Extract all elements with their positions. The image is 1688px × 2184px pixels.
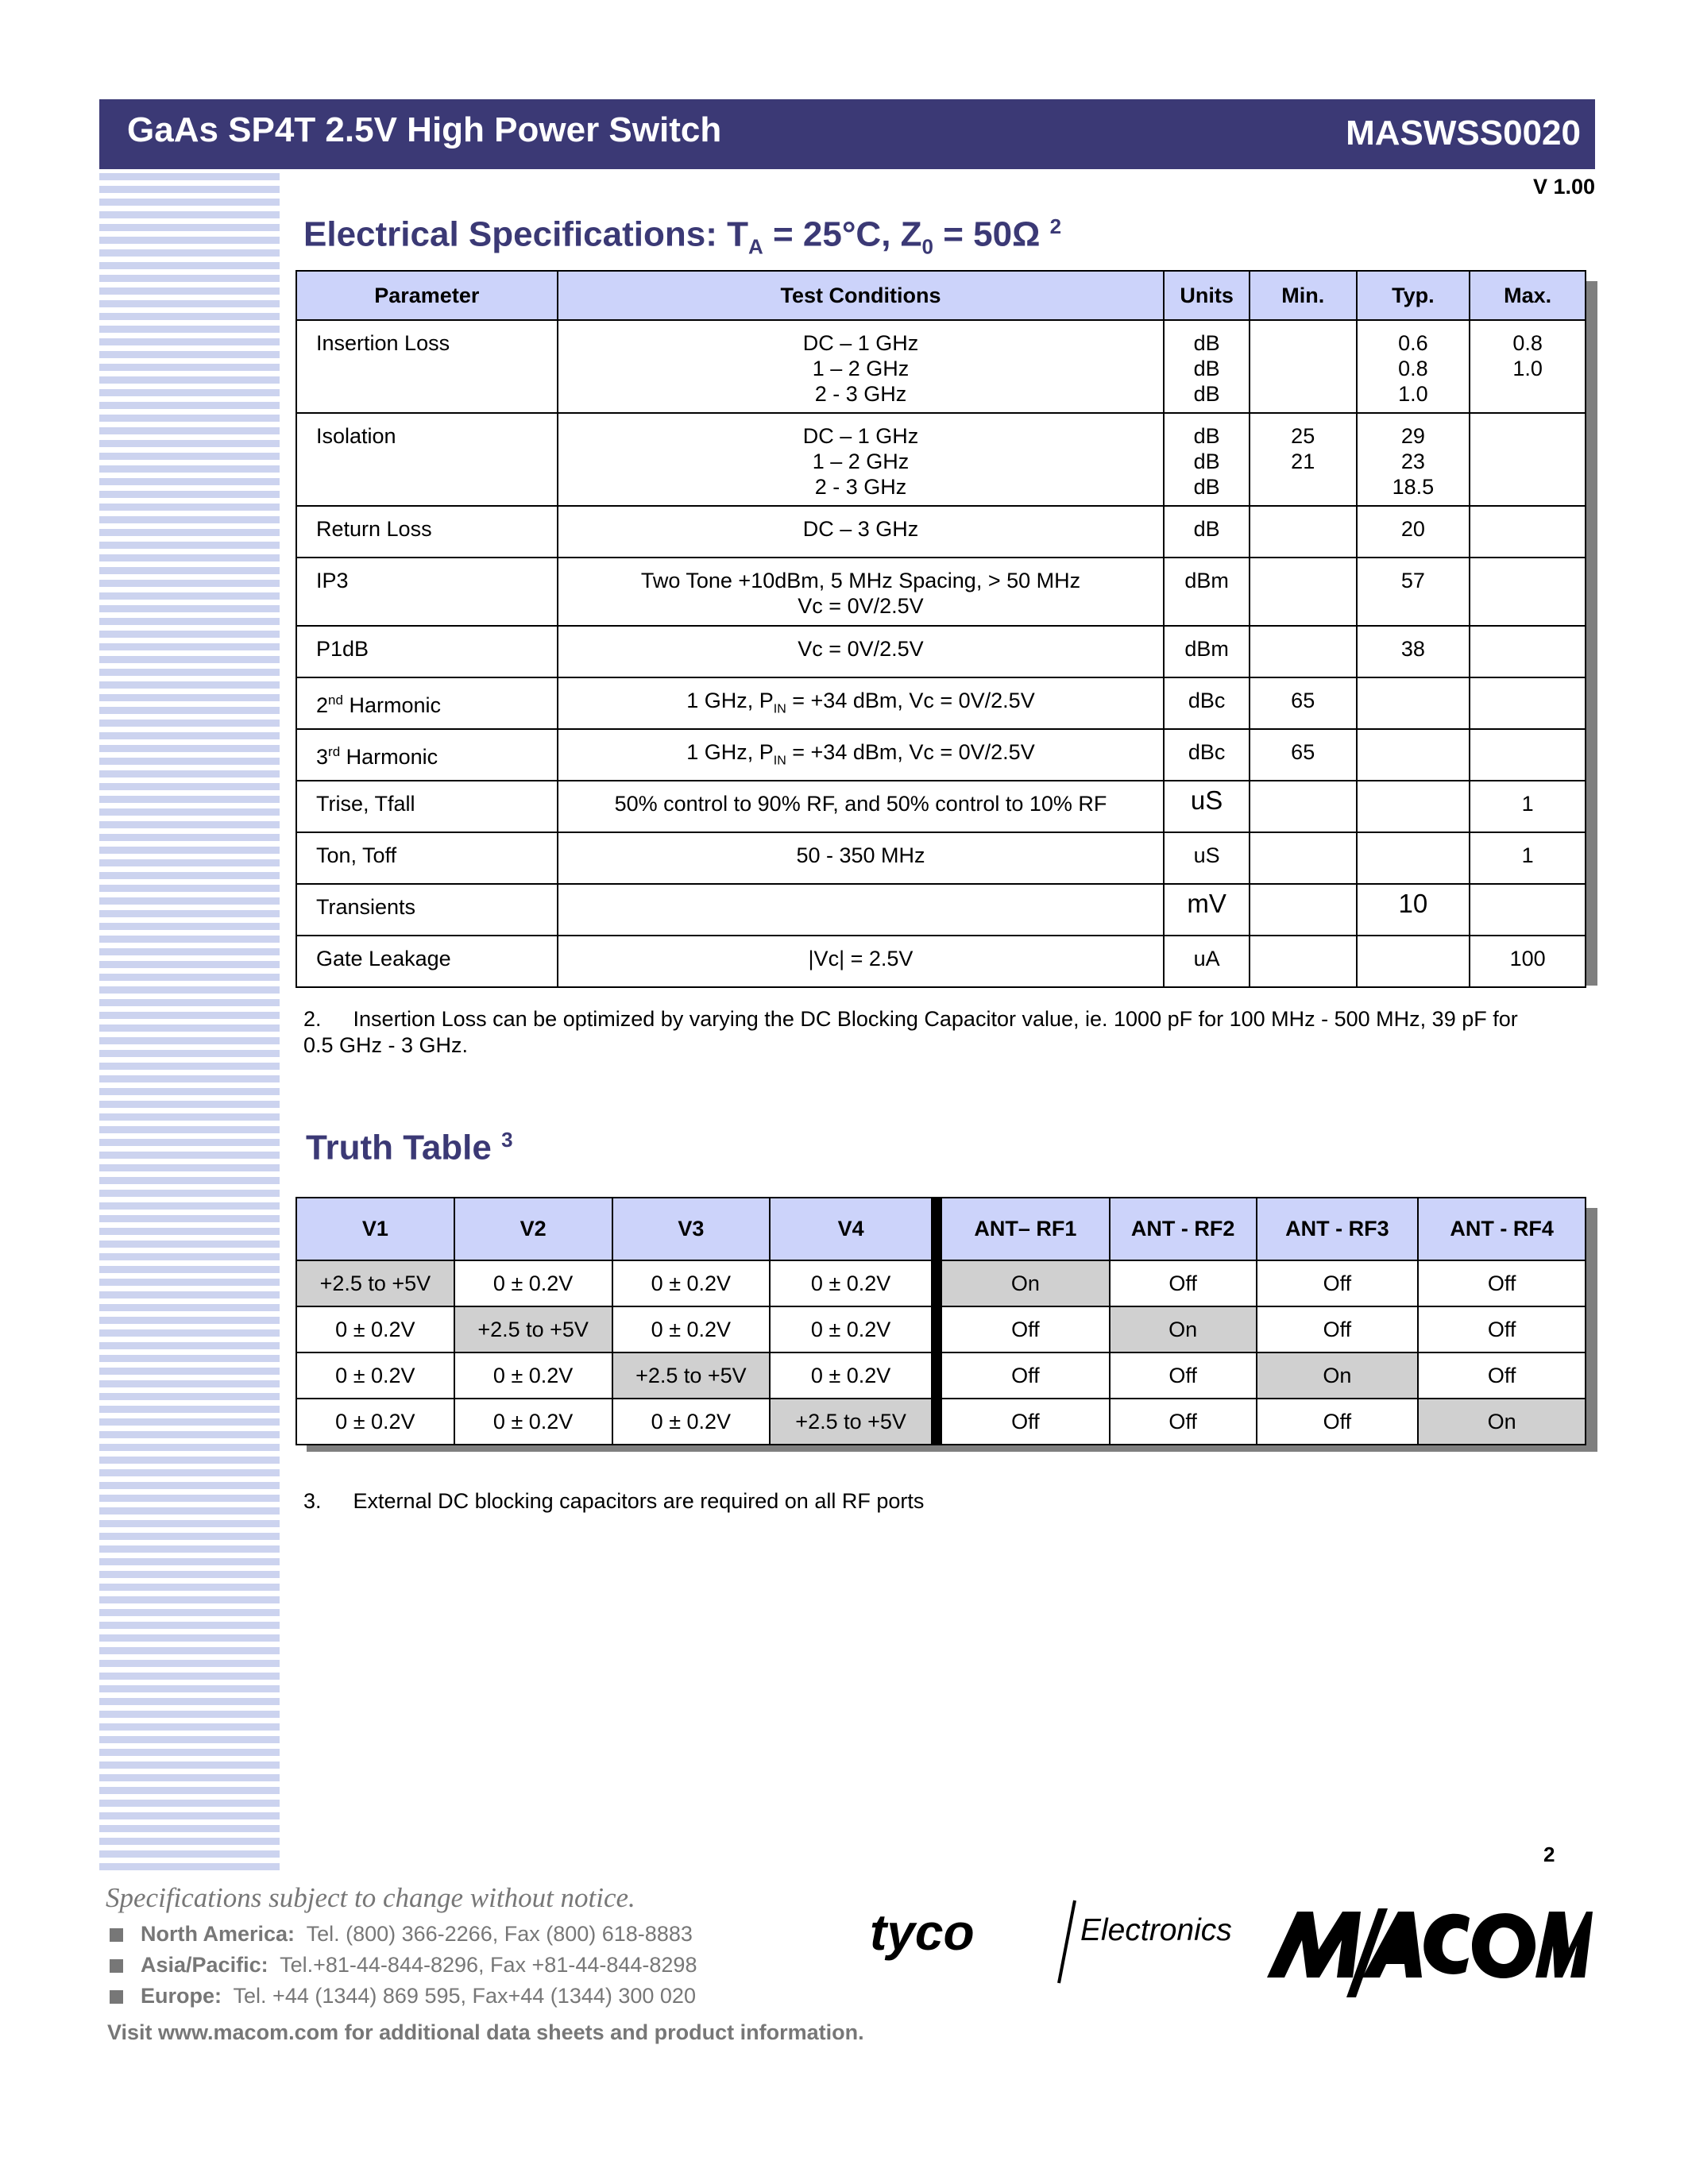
spec-typ <box>1357 729 1470 781</box>
spec-row <box>296 832 1586 884</box>
spec-min <box>1250 506 1357 558</box>
truth-cell: Off <box>1418 1352 1586 1399</box>
truth-row <box>296 1260 1586 1306</box>
truth-cell: Off <box>937 1352 1110 1399</box>
spec-row <box>296 781 1586 832</box>
spec-min <box>1250 832 1357 884</box>
spec-heading: Electrical Specifications: $T_A = 25^\circ C$, $Z_0 = 50\Omega$ $^2$ <box>303 214 1062 259</box>
bullet-icon <box>110 1990 123 2004</box>
col-header-max: Max. <box>1470 271 1586 320</box>
note-2: 2. Insertion Loss can be optimized by varying the DC Blocking Capacitor value, ie. 1000 pF for 100 MHz - 500 MHz, 39 pF for 0.5 GHz - 3 GHz. <box>303 1007 1518 1057</box>
spec-min: 25 21 <box>1250 413 1357 506</box>
note-3: 3. External DC blocking capacitors are required on all RF ports <box>303 1489 925 1513</box>
spec-units: dBc <box>1164 729 1250 781</box>
spec-condition: |Vc| = 2.5V <box>558 936 1165 987</box>
spec-param: Isolation <box>296 413 558 506</box>
spec-max: 1 <box>1470 832 1586 884</box>
truth-cell: Off <box>1110 1260 1257 1306</box>
truth-cell: On <box>1418 1399 1586 1445</box>
truth-cell: 0 ± 0.2V <box>770 1306 937 1352</box>
spec-param: Ton, Toff <box>296 832 558 884</box>
truth-cell: 0 ± 0.2V <box>296 1352 454 1399</box>
truth-cell: 0 ± 0.2V <box>296 1306 454 1352</box>
spec-condition: 1 GHz, $P_{IN} = +34$ dBm, Vc = 0V/2.5V <box>558 729 1165 781</box>
truth-cell: +2.5 to +5V <box>612 1352 771 1399</box>
truth-col-header: V2 <box>454 1198 612 1260</box>
spec-typ: 38 <box>1357 626 1470 677</box>
spec-row <box>296 884 1586 936</box>
spec-condition: 1 GHz, $P_{IN} = +34$ dBm, Vc = 0V/2.5V <box>558 677 1165 729</box>
truth-col-header: ANT– RF1 <box>937 1198 1110 1260</box>
spec-table <box>295 270 1586 988</box>
header-bar <box>99 99 1595 169</box>
truth-cell: +2.5 to +5V <box>454 1306 612 1352</box>
truth-cell: 0 ± 0.2V <box>296 1399 454 1445</box>
spec-condition: 50 - 350 MHz <box>558 832 1165 884</box>
truth-cell: Off <box>1257 1306 1419 1352</box>
spec-typ <box>1357 781 1470 832</box>
truth-table <box>295 1197 1586 1445</box>
spec-max <box>1470 558 1586 626</box>
truth-cell: +2.5 to +5V <box>296 1260 454 1306</box>
truth-cell: +2.5 to +5V <box>770 1399 937 1445</box>
spec-condition: Vc = 0V/2.5V <box>558 626 1165 677</box>
spec-max <box>1470 884 1586 936</box>
col-header-parameter: Parameter <box>296 271 558 320</box>
spec-max <box>1470 626 1586 677</box>
spec-param: 2nd Harmonic <box>296 677 558 729</box>
spec-condition <box>558 884 1165 936</box>
col-header-units: Units <box>1164 271 1250 320</box>
truth-row <box>296 1306 1586 1352</box>
spec-condition: Two Tone +10dBm, 5 MHz Spacing, > 50 MHz Vc = 0V/2.5V <box>558 558 1165 626</box>
spec-min: 65 <box>1250 677 1357 729</box>
spec-typ <box>1357 832 1470 884</box>
spec-max: 1 <box>1470 781 1586 832</box>
spec-row <box>296 320 1586 413</box>
spec-min <box>1250 884 1357 936</box>
truth-cell: 0 ± 0.2V <box>770 1352 937 1399</box>
truth-cell: 0 ± 0.2V <box>454 1352 612 1399</box>
spec-row <box>296 626 1586 677</box>
spec-units: uA <box>1164 936 1250 987</box>
contact-asia-pacific: Asia/Pacific: Tel.+81-44-844-8296, Fax +81-44-844-8298 <box>110 1953 697 1978</box>
truth-col-header: V1 <box>296 1198 454 1260</box>
spec-row <box>296 729 1586 781</box>
truth-cell: On <box>937 1260 1110 1306</box>
spec-row <box>296 506 1586 558</box>
spec-units: uS <box>1164 832 1250 884</box>
col-header-test-conditions: Test Conditions <box>558 271 1165 320</box>
spec-param: Transients <box>296 884 558 936</box>
truth-cell: 0 ± 0.2V <box>770 1260 937 1306</box>
spec-param: 3rd Harmonic <box>296 729 558 781</box>
spec-max <box>1470 506 1586 558</box>
truth-cell: Off <box>937 1306 1110 1352</box>
spec-min: 65 <box>1250 729 1357 781</box>
contact-europe: Europe: Tel. +44 (1344) 869 595, Fax+44 (1344) 300 020 <box>110 1984 696 2008</box>
spec-param: IP3 <box>296 558 558 626</box>
spec-units: mV <box>1164 884 1250 936</box>
page-number: 2 <box>1543 1843 1555 1866</box>
spec-units: dBm <box>1164 626 1250 677</box>
spec-min <box>1250 626 1357 677</box>
spec-row <box>296 677 1586 729</box>
macom-logo <box>1267 1902 1593 2001</box>
tyco-electronics-logo <box>870 1894 1243 1993</box>
truth-cell: 0 ± 0.2V <box>454 1399 612 1445</box>
truth-col-header: V4 <box>770 1198 937 1260</box>
spec-typ: 29 23 18.5 <box>1357 413 1470 506</box>
spec-min <box>1250 320 1357 413</box>
spec-typ: 20 <box>1357 506 1470 558</box>
truth-cell: On <box>1110 1306 1257 1352</box>
spec-typ: 57 <box>1357 558 1470 626</box>
bullet-icon <box>110 1928 123 1942</box>
truth-col-header: ANT - RF2 <box>1110 1198 1257 1260</box>
spec-units: dBc <box>1164 677 1250 729</box>
spec-condition: DC – 3 GHz <box>558 506 1165 558</box>
truth-cell: Off <box>1110 1352 1257 1399</box>
electronics-logo-text: Electronics <box>1080 1913 1232 1947</box>
spec-typ <box>1357 677 1470 729</box>
spec-row <box>296 558 1586 626</box>
col-header-min: Min. <box>1250 271 1357 320</box>
spec-condition: 50% control to 90% RF, and 50% control to 10% RF <box>558 781 1165 832</box>
spec-max <box>1470 413 1586 506</box>
spec-typ: 10 <box>1357 884 1470 936</box>
tyco-logo-text: tyco <box>870 1904 975 1961</box>
spec-min <box>1250 781 1357 832</box>
col-header-typ: Typ. <box>1357 271 1470 320</box>
version-label: V 1.00 <box>1532 175 1595 199</box>
truth-col-header: ANT - RF4 <box>1418 1198 1586 1260</box>
truth-col-header: V3 <box>612 1198 771 1260</box>
truth-cell: Off <box>1257 1399 1419 1445</box>
spec-condition: DC – 1 GHz 1 – 2 GHz 2 - 3 GHz <box>558 320 1165 413</box>
disclaimer: Specifications subject to change without notice. <box>106 1882 635 1913</box>
spec-max <box>1470 677 1586 729</box>
spec-param: Insertion Loss <box>296 320 558 413</box>
truth-cell: 0 ± 0.2V <box>612 1399 771 1445</box>
spec-condition: DC – 1 GHz 1 – 2 GHz 2 - 3 GHz <box>558 413 1165 506</box>
spec-row <box>296 936 1586 987</box>
spec-param: Gate Leakage <box>296 936 558 987</box>
truth-cell: Off <box>1110 1399 1257 1445</box>
truth-cell: 0 ± 0.2V <box>612 1306 771 1352</box>
spec-param: P1dB <box>296 626 558 677</box>
truth-table-wrap <box>295 1197 1586 1441</box>
spec-units: dBm <box>1164 558 1250 626</box>
part-number: MASWSS0020 <box>1346 114 1581 152</box>
spec-param: Return Loss <box>296 506 558 558</box>
spec-units: dB <box>1164 506 1250 558</box>
truth-col-header: ANT - RF3 <box>1257 1198 1419 1260</box>
spec-typ <box>1357 936 1470 987</box>
document-title: GaAs SP4T 2.5V High Power Switch <box>127 110 722 149</box>
spec-units: dB dB dB <box>1164 413 1250 506</box>
truth-cell: 0 ± 0.2V <box>612 1260 771 1306</box>
side-stripes <box>99 173 280 1873</box>
spec-max <box>1470 729 1586 781</box>
spec-min <box>1250 558 1357 626</box>
spec-param: Trise, Tfall <box>296 781 558 832</box>
truth-table-heading: Truth Table $^3$ <box>306 1128 513 1167</box>
truth-cell: Off <box>1418 1260 1586 1306</box>
truth-cell: 0 ± 0.2V <box>454 1260 612 1306</box>
spec-table-wrap <box>295 270 1586 974</box>
spec-units: dB dB dB <box>1164 320 1250 413</box>
spec-max: 0.8 1.0 <box>1470 320 1586 413</box>
truth-cell: On <box>1257 1352 1419 1399</box>
spec-max: 100 <box>1470 936 1586 987</box>
truth-cell: Off <box>1418 1306 1586 1352</box>
bullet-icon <box>110 1959 123 1973</box>
spec-units: uS <box>1164 781 1250 832</box>
truth-cell: Off <box>937 1399 1110 1445</box>
visit-website-text: Visit www.macom.com for additional data sheets and product information. <box>107 2020 864 2044</box>
contact-north-america: North America: Tel. (800) 366-2266, Fax (800) 618-8883 <box>110 1922 693 1947</box>
truth-cell: Off <box>1257 1260 1419 1306</box>
spec-min <box>1250 936 1357 987</box>
truth-row <box>296 1352 1586 1399</box>
truth-row <box>296 1399 1586 1445</box>
spec-typ: 0.6 0.8 1.0 <box>1357 320 1470 413</box>
spec-row <box>296 413 1586 506</box>
